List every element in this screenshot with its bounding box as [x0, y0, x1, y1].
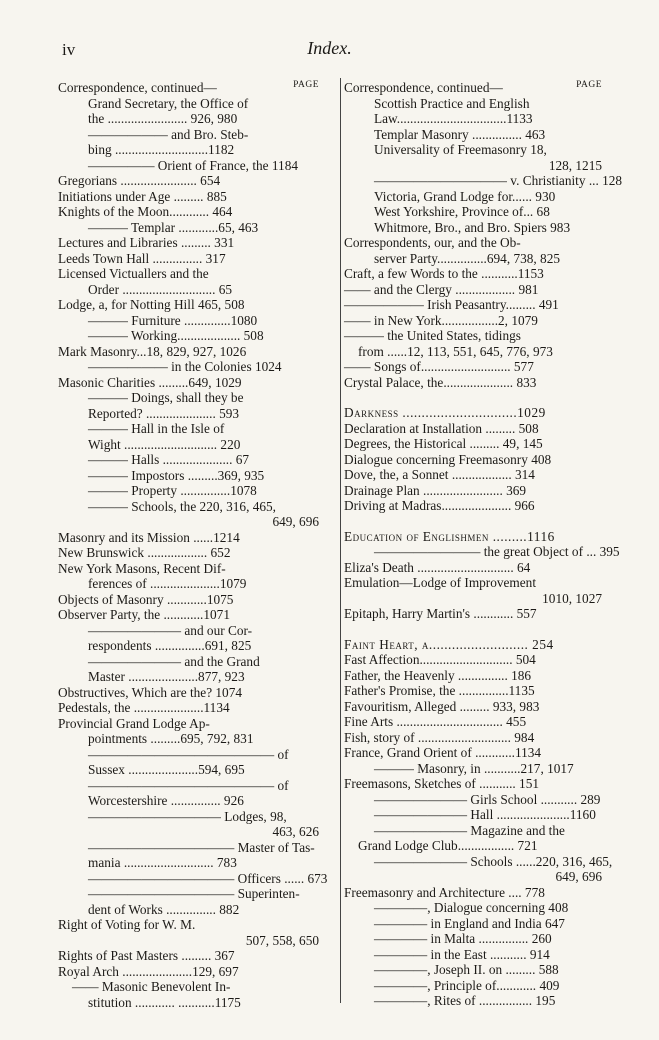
- index-entry-line: Education of Englishmen .........1116: [344, 528, 555, 544]
- index-entry-line: ——— Furniture ..............1080: [88, 312, 258, 328]
- index-entry-line: Father's Promise, the ...............1135: [344, 683, 535, 698]
- index-entry-line: ————, Dialogue concerning 408: [374, 900, 569, 915]
- index-entry-line: ——————— Schools ......220, 316, 465,: [374, 853, 613, 869]
- index-entry-line: Emulation—Lodge of Improvement: [344, 575, 537, 590]
- index-entry-line: 649, 696: [555, 869, 602, 884]
- index-entry-line: ——— Masonry, in ...........217, 1017: [374, 760, 574, 776]
- index-entry-line: Rights of Past Masters ......... 367: [58, 948, 235, 963]
- index-entry-line: Pedestals, the .....................1134: [58, 700, 230, 715]
- index-entry-line: ——————————— Officers ...... 673: [88, 870, 328, 886]
- index-entry-line: —————— in the Colonies 1024: [88, 359, 282, 374]
- index-entry-line: Declaration at Installation ......... 508: [344, 420, 539, 436]
- index-entry-line: [344, 514, 602, 529]
- page-title: Index.: [307, 38, 352, 58]
- index-entry-line: ————, Joseph II. on ......... 588: [374, 962, 559, 977]
- index-entry-line: Royal Arch .....................129, 697: [58, 963, 239, 979]
- page-column-label: PAGE: [576, 80, 602, 90]
- index-entry-line: —————————————— of: [88, 777, 289, 793]
- index-entry-line: —— Masonic Benevolent In-: [72, 979, 231, 994]
- index-entry-line: Leeds Town Hall ............... 317: [58, 250, 226, 266]
- index-entry-line: Epitaph, Harry Martin's ............ 557: [344, 606, 537, 621]
- index-entry-line: Order ............................ 65: [88, 281, 233, 297]
- index-entry-line: respondents ...............691, 825: [88, 638, 252, 653]
- index-entry-line: stitution ............ ...........1175: [88, 994, 241, 1010]
- index-entry-line: Mark Masonry...18, 829, 927, 1026: [58, 343, 247, 359]
- index-entry-line: Fine Arts ................................ 455: [344, 714, 527, 729]
- index-entry-line: 507, 558, 650: [245, 932, 319, 948]
- index-entry-line: ——————————— Superinten-: [88, 886, 300, 901]
- index-entry-line: Masonic Charities .........649, 1029: [58, 374, 242, 390]
- index-entry-line: ———— in the East ........... 914: [374, 946, 550, 962]
- index-entry-line: [344, 390, 602, 405]
- index-entry-line: 463, 626: [272, 824, 319, 839]
- index-entry-line: ——————— Magazine and the: [374, 822, 565, 838]
- index-entry-line: Father, the Heavenly ............... 186: [344, 667, 532, 683]
- index-entry-line: —————— and Bro. Steb-: [88, 126, 249, 142]
- index-entry-line: —— and the Clergy .................. 981: [344, 281, 539, 297]
- index-entry-line: ——————— Hall ......................1160: [374, 807, 596, 822]
- index-entry-line: ——— Schools, the 220, 316, 465,: [88, 498, 277, 514]
- index-entry-line: ———————— the great Object of ... 395: [374, 544, 620, 559]
- index-entry-line: ——— Working................... 508: [88, 328, 264, 343]
- index-entry-line: Sussex .....................594, 695: [88, 762, 245, 777]
- index-entry-line: ——— Halls ..................... 67: [88, 452, 250, 467]
- index-entry-line: Reported? ..................... 593: [88, 405, 240, 421]
- index-entry-line: ——— Doings, shall they be: [88, 390, 244, 405]
- index-entry-line: —— in New York.................2, 1079: [344, 312, 538, 328]
- index-entry-line: Darkness ..............................1029: [344, 405, 546, 420]
- index-entry-line: Law.................................1133: [374, 111, 533, 126]
- index-entry-line: France, Grand Orient of ............1134: [344, 745, 542, 760]
- index-entry-line: the ........................ 926, 980: [88, 111, 238, 126]
- index-entry-line: Freemasonry and Architecture .... 778: [344, 884, 545, 900]
- index-entry-line: Degrees, the Historical ......... 49, 145: [344, 436, 543, 451]
- index-entry-line: Craft, a few Words to the ...........1153: [344, 266, 544, 281]
- page-folio: iv: [62, 40, 76, 59]
- index-entry-line: Grand Lodge Club................. 721: [358, 838, 538, 853]
- index-entry-line: Fast Affection............................ 504: [344, 652, 536, 667]
- index-entry-line: Faint Heart, a.......................... 254: [344, 636, 554, 652]
- index-entry-line: ——— the United States, tidings: [344, 328, 521, 343]
- index-entry-line: Masonry and its Mission ......1214: [58, 529, 240, 545]
- index-entry-line: Whitmore, Bro., and Bro. Spiers 983: [374, 219, 571, 235]
- index-entry-line: Initiations under Age ......... 885: [58, 188, 227, 204]
- index-entry-line: Correspondence, continued—: [344, 80, 503, 95]
- index-entry-line: —————————— Lodges, 98,: [88, 808, 287, 824]
- index-entry-line: pointments .........695, 792, 831: [88, 731, 254, 746]
- index-entry-line: —————————— v. Christianity ... 128: [374, 173, 623, 188]
- index-entry-line: Lectures and Libraries ......... 331: [58, 235, 235, 250]
- index-entry-line: Fish, story of ............................ 984: [344, 729, 535, 745]
- index-entry-line: Master .....................877, 923: [88, 669, 245, 684]
- left-index-entries: [58, 80, 328, 1010]
- page-column-label: PAGE: [293, 80, 319, 90]
- index-entry-line: Dove, the, a Sonnet .................. 314: [344, 467, 535, 482]
- right-column: [344, 80, 623, 1009]
- index-entry-line: Eliza's Death ............................. 64: [344, 559, 531, 575]
- index-entry-line: New Brunswick .................. 652: [58, 545, 231, 560]
- index-entry-line: Universality of Freemasonry 18,: [374, 142, 547, 157]
- index-entry-line: bing ............................1182: [88, 142, 235, 157]
- index-entry-line: Right of Voting for W. M.: [58, 917, 196, 932]
- index-entry-line: ——— Hall in the Isle of: [88, 421, 225, 436]
- index-entry-line: Provincial Grand Lodge Ap-: [58, 715, 210, 731]
- index-entry-line: Dialogue concerning Freemasonry 408: [344, 451, 552, 467]
- index-entry-line: [344, 622, 602, 637]
- index-entry-line: 128, 1215: [548, 157, 602, 173]
- index-entry-line: Freemasons, Sketches of ........... 151: [344, 776, 539, 791]
- index-entry-line: ———— in Malta ............... 260: [374, 931, 552, 946]
- index-entry-line: Templar Masonry ............... 463: [374, 126, 546, 142]
- index-entry-line: 649, 696: [272, 514, 319, 529]
- index-entry-line: New York Masons, Recent Dif-: [58, 560, 226, 576]
- index-entry-line: ferences of .....................1079: [88, 576, 247, 591]
- index-entry-line: ————, Rites of ................ 195: [374, 993, 556, 1008]
- index-entry-line: mania ........................... 783: [88, 855, 237, 870]
- index-entry-line: Lodge, a, for Notting Hill 465, 508: [58, 297, 245, 312]
- column-divider: [340, 78, 341, 1003]
- index-entry-line: Objects of Masonry ............1075: [58, 591, 234, 607]
- index-entry-line: Correspondence, continued—: [58, 80, 217, 95]
- index-entry-line: —————————————— of: [88, 746, 289, 762]
- index-entry-line: Scottish Practice and English: [374, 95, 530, 111]
- index-entry-line: Observer Party, the ............1071: [58, 607, 230, 622]
- index-entry-line: ——— Impostors .........369, 935: [88, 467, 265, 483]
- index-entry-line: Licensed Victuallers and the: [58, 266, 209, 281]
- index-entry-line: West Yorkshire, Province of... 68: [374, 204, 550, 219]
- index-entry-line: Favouritism, Alleged ......... 933, 983: [344, 698, 540, 714]
- index-entry-line: ———— in England and India 647: [374, 915, 565, 931]
- index-entry-line: ——————— Girls School ........... 289: [374, 791, 601, 807]
- index-entry-line: —— Songs of........................... 577: [344, 359, 534, 374]
- index-entry-line: ——— Templar ............65, 463: [88, 219, 259, 235]
- index-entry-line: Drainage Plan ........................ 369: [344, 482, 527, 498]
- index-entry-line: server Party...............694, 738, 825: [374, 250, 561, 266]
- index-entry-line: Driving at Madras..................... 966: [344, 498, 535, 513]
- index-entry-line: Gregorians ....................... 654: [58, 173, 221, 188]
- index-entry-line: Grand Secretary, the Office of: [88, 95, 249, 111]
- index-entry-line: from ......12, 113, 551, 645, 776, 973: [358, 343, 553, 359]
- index-entry-line: ————, Principle of............ 409: [374, 977, 560, 993]
- index-entry-line: Obstructives, Which are the? 1074: [58, 684, 243, 700]
- index-entry-line: ————— Orient of France, the 1184: [88, 157, 298, 173]
- left-column: [58, 80, 328, 1010]
- index-entry-line: Worcestershire ............... 926: [88, 793, 244, 808]
- index-entry-line: ——————————— Master of Tas-: [88, 839, 315, 855]
- index-entry-line: ——————— and the Grand: [88, 653, 260, 669]
- index-entry-line: —————— Irish Peasantry......... 491: [344, 297, 559, 312]
- index-entry-line: dent of Works ............... 882: [88, 901, 240, 917]
- right-index-entries: [344, 80, 623, 1009]
- index-entry-line: Victoria, Grand Lodge for...... 930: [374, 188, 556, 204]
- index-entry-line: Wight ............................ 220: [88, 436, 241, 452]
- index-entry-line: ——————— and our Cor-: [88, 622, 253, 638]
- index-entry-line: Correspondents, our, and the Ob-: [344, 235, 521, 250]
- index-entry-line: Crystal Palace, the..................... 833: [344, 374, 537, 390]
- index-entry-line: ——— Property ...............1078: [88, 483, 257, 498]
- index-entry-line: 1010, 1027: [542, 590, 602, 606]
- index-entry-line: Knights of the Moon............ 464: [58, 204, 233, 219]
